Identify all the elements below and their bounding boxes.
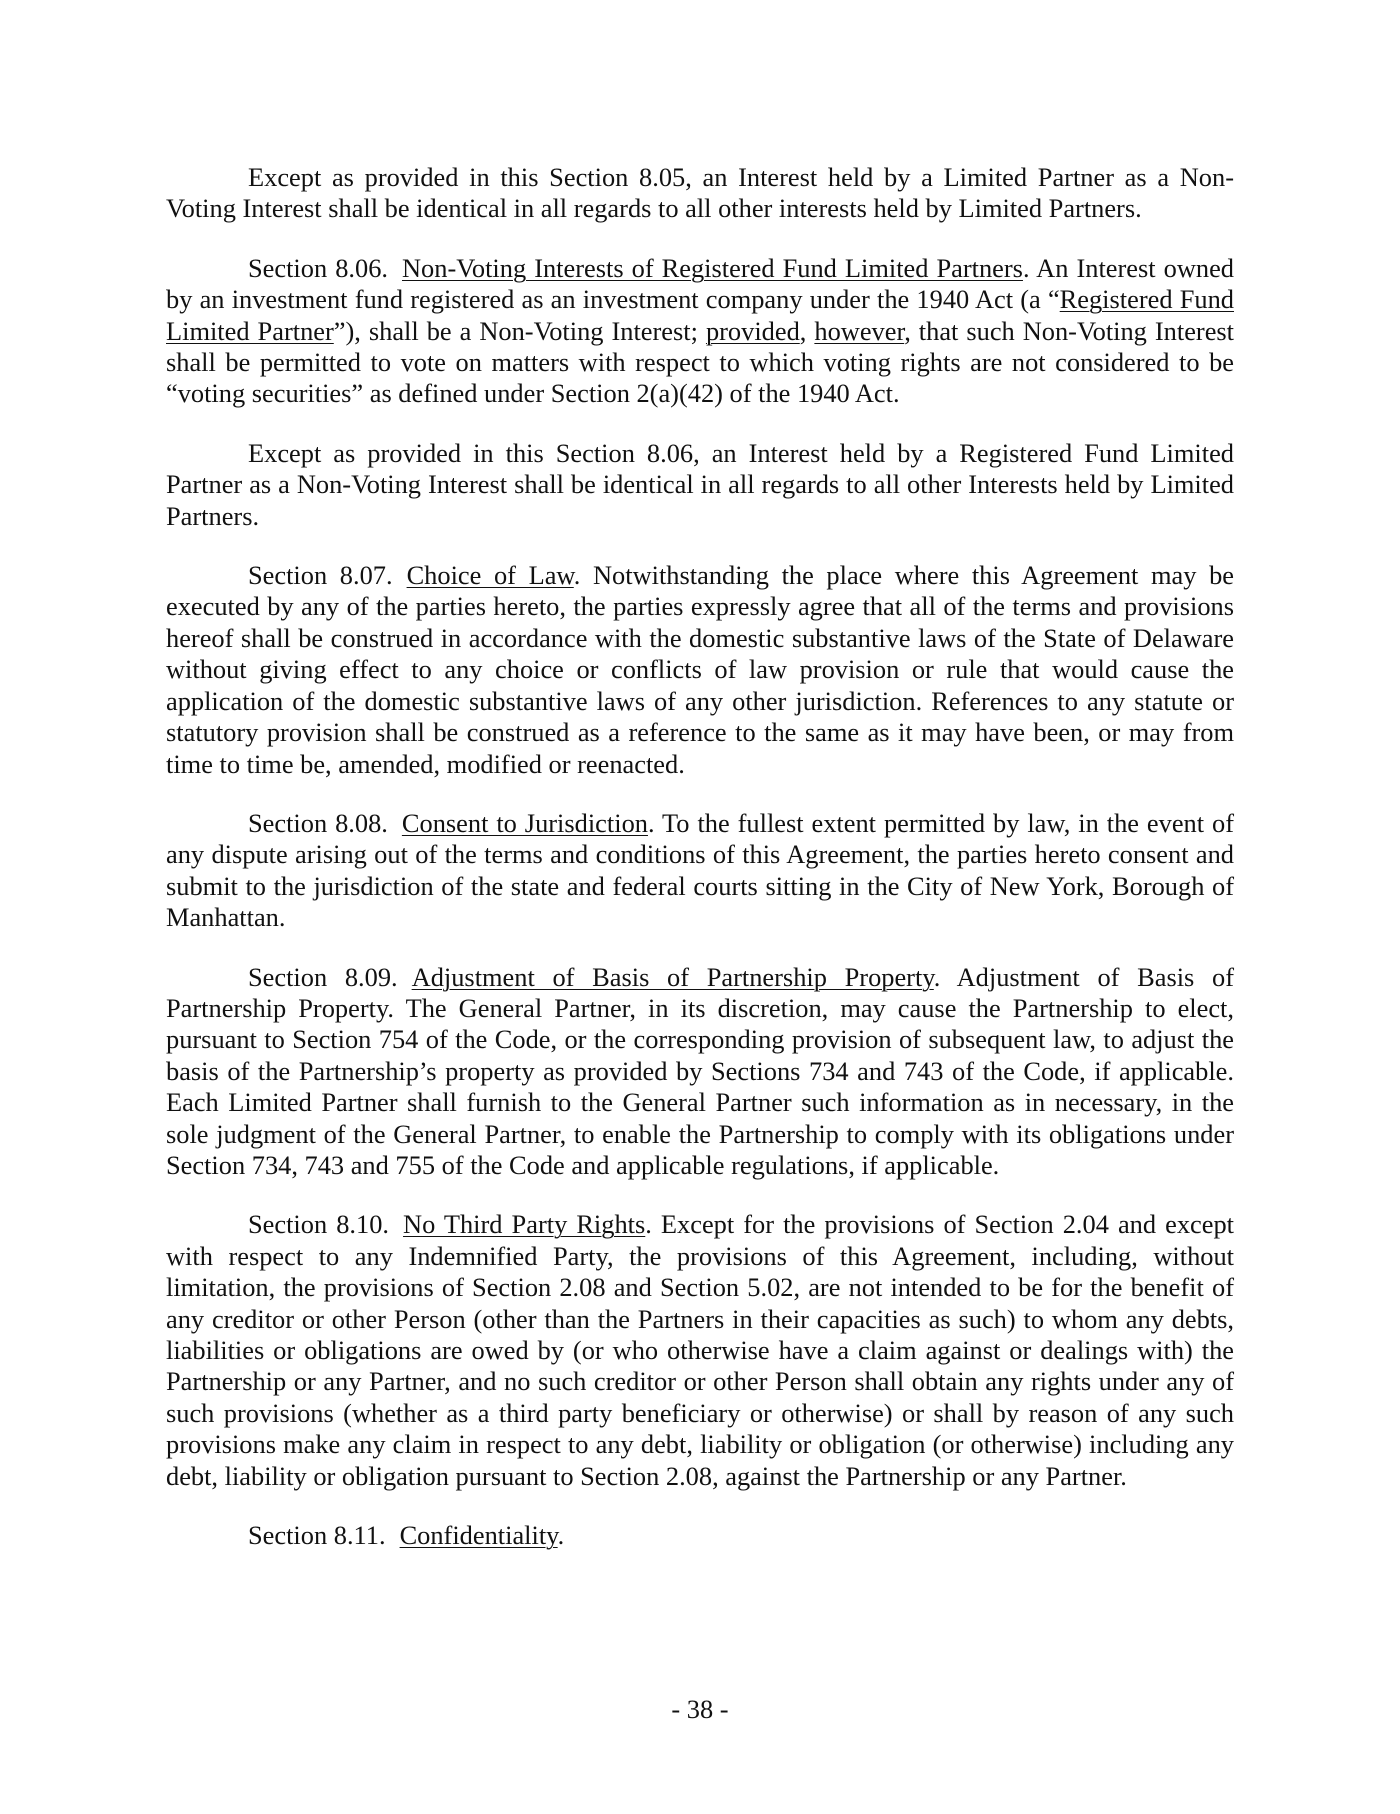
section-text: . To the fullest extent permitted by law, in the event of any dispute arising out of the terms and conditions of this Agreement, the parties hereto consent and submit to the jurisdiction of the state and federal courts sitting in the City of New York, Borough of Manhattan. [166, 807, 1235, 933]
section-8-08 [166, 808, 1234, 934]
section-text: . An Interest owned by an investment fund registered as an investment company under the 1940 Act (a “ [166, 252, 1234, 315]
document-page [166, 162, 1234, 1579]
paragraph-8-05-continuation [166, 162, 1234, 225]
section-number: Section 8.06. [248, 252, 388, 283]
proviso-term: however [814, 315, 905, 346]
paragraph-text: Except as provided in this Section 8.06, an Interest held by a Registered Fund Limited Partner as a Non-Voting Interest shall be identical in all regards to all other Interests held by Limited Partners. [166, 437, 1234, 531]
section-text: ”), shall be a Non-Voting Interest; [333, 315, 706, 346]
section-8-09 [166, 962, 1234, 1182]
section-text: . [557, 1520, 565, 1551]
paragraph-text: Except as provided in this Section 8.05, an Interest held by a Limited Partner as a Non-Voting Interest shall be identical in all regards to all other interests held by Limited Partners. [166, 162, 1234, 224]
section-8-11 [166, 1520, 1234, 1551]
section-title: No Third Party Rights [403, 1209, 646, 1240]
section-title: Consent to Jurisdiction [401, 807, 648, 838]
section-8-07 [166, 560, 1234, 780]
page-number: - 38 - [671, 1694, 729, 1724]
section-8-06 [166, 253, 1234, 410]
section-number: Section 8.11. [248, 1520, 386, 1551]
section-title: Confidentiality [399, 1520, 558, 1551]
section-text: . Except for the provisions of Section 2.04 and except with respect to any Indemnified Party, the provisions of this Agreement, including, without limitation, the provisions of Section 2.08 and Section 5.02, are not intended to be for the benefit of any creditor or other Person (other than the Partners in their capacities as such) to whom any debts, liabilities or obligations are owed by (or who otherwise have a claim against or dealings with) the Partnership or any Partner, and no such creditor or other Person shall obtain any rights under any of such provisions (whether as a third party beneficiary or otherwise) or shall by reason of any such provisions make any claim in respect to any debt, liability or obligation (or otherwise) including any debt, liability or obligation pursuant to Section 2.08, against the Partnership or any Partner. [166, 1209, 1234, 1491]
section-title: Non-Voting Interests of Registered Fund Limited Partners [402, 252, 1023, 283]
section-number: Section 8.09. [248, 961, 398, 992]
section-8-10 [166, 1209, 1234, 1492]
section-text: . Adjustment of Basis of Partnership Property. The General Partner, in its discretion, may cause the Partnership to elect, pursuant to Section 754 of the Code, or the corresponding provision of subsequent law, to adjust the basis of the Partnership’s property as provided by Sections 734 and 743 of the Code, if applicable. Each Limited Partner shall furnish to the General Partner such information as in necessary, in the sole judgment of the General Partner, to enable the Partnership to comply with its obligations under Section 734, 743 and 755 of the Code and applicable regulations, if applicable. [166, 961, 1234, 1180]
section-number: Section 8.07. [248, 560, 393, 591]
section-text: , [799, 315, 815, 346]
proviso-term: provided [705, 315, 800, 346]
section-title: Choice of Law [406, 560, 574, 591]
section-number: Section 8.10. [248, 1209, 390, 1240]
paragraph-8-06-continuation [166, 438, 1234, 532]
page-number-footer [0, 1693, 1400, 1725]
defined-term: Registered Fund Limited Partner [166, 284, 1234, 346]
section-text: , that such Non-Voting Interest shall be permitted to vote on matters with respect to which voting rights are not considered to be “voting securities” as defined under Section 2(a)(42) of the 1940 Act. [166, 315, 1235, 409]
section-number: Section 8.08. [248, 807, 388, 838]
section-title: Adjustment of Basis of Partnership Property [411, 961, 934, 992]
section-text: . Notwithstanding the place where this Agreement may be executed by any of the parties hereto, the parties expressly agree that all of the terms and provisions hereof shall be construed in accordance with the domestic substantive laws of the State of Delaware without giving effect to any choice or conflicts of law provision or rule that would cause the application of the domestic substantive laws of any other jurisdiction. References to any statute or statutory provision shall be construed as a reference to the same as it may have been, or may from time to time be, amended, modified or reenacted. [166, 560, 1234, 779]
